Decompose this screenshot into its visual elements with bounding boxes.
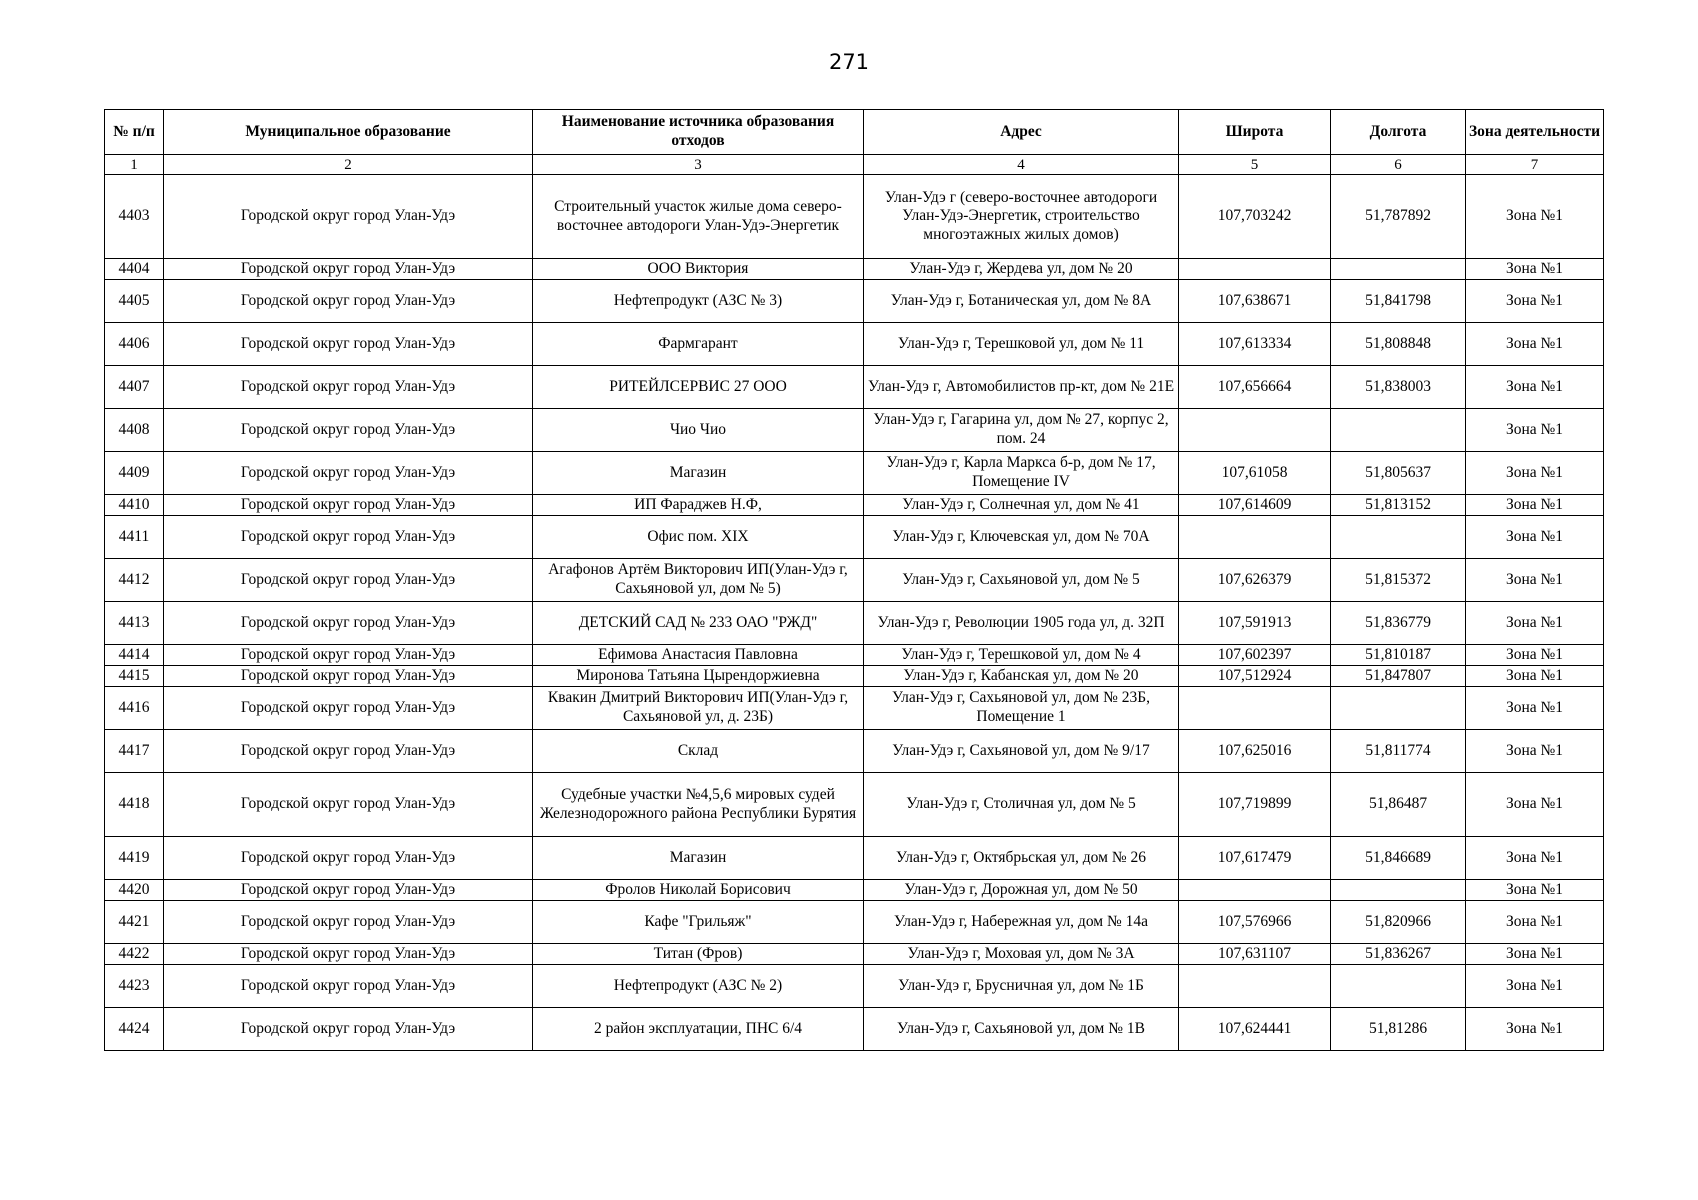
- cell-number: 4406: [105, 323, 164, 366]
- cell-latitude: 107,61058: [1179, 452, 1331, 495]
- cell-address: Улан-Удэ г, Революции 1905 года ул, д. 32П: [864, 602, 1179, 645]
- cell-municipality: Городской округ город Улан-Удэ: [164, 559, 533, 602]
- cell-longitude: 51,810187: [1331, 645, 1466, 666]
- cell-longitude: 51,805637: [1331, 452, 1466, 495]
- cell-latitude: 107,703242: [1179, 175, 1331, 259]
- cell-number: 4411: [105, 516, 164, 559]
- header-cell-source-name: Наименование источника образования отходов: [533, 110, 864, 155]
- table-row: [105, 409, 1604, 452]
- cell-address: Улан-Удэ г, Сахьяновой ул, дом № 1В: [864, 1008, 1179, 1051]
- table-row: [105, 259, 1604, 280]
- table-row: [105, 666, 1604, 687]
- cell-municipality: Городской округ город Улан-Удэ: [164, 687, 533, 730]
- cell-address: Улан-Удэ г, Сахьяновой ул, дом № 23Б, Помещение 1: [864, 687, 1179, 730]
- cell-municipality: Городской округ город Улан-Удэ: [164, 602, 533, 645]
- cell-source-name: 2 район эксплуатации, ПНС 6/4: [533, 1008, 864, 1051]
- cell-address: Улан-Удэ г, Брусничная ул, дом № 1Б: [864, 965, 1179, 1008]
- cell-source-name: Титан (Фров): [533, 944, 864, 965]
- cell-municipality: Городской округ город Улан-Удэ: [164, 259, 533, 280]
- cell-address: Улан-Удэ г, Ботаническая ул, дом № 8А: [864, 280, 1179, 323]
- cell-source-name: Склад: [533, 730, 864, 773]
- cell-number: 4419: [105, 837, 164, 880]
- cell-zone: Зона №1: [1466, 773, 1604, 837]
- cell-zone: Зона №1: [1466, 901, 1604, 944]
- cell-latitude: 107,626379: [1179, 559, 1331, 602]
- cell-latitude: [1179, 259, 1331, 280]
- cell-number: 4423: [105, 965, 164, 1008]
- cell-source-name: Квакин Дмитрий Викторович ИП(Улан-Удэ г, Сахьяновой ул, д. 23Б): [533, 687, 864, 730]
- cell-source-name: Нефтепродукт (АЗС № 3): [533, 280, 864, 323]
- cell-longitude: 51,811774: [1331, 730, 1466, 773]
- cell-address: Улан-Удэ г, Автомобилистов пр-кт, дом № 21Е: [864, 366, 1179, 409]
- cell-zone: Зона №1: [1466, 366, 1604, 409]
- cell-source-name: ДЕТСКИЙ САД № 233 ОАО "РЖД": [533, 602, 864, 645]
- table-row: [105, 901, 1604, 944]
- cell-address: Улан-Удэ г, Карла Маркса б-р, дом № 17, Помещение IV: [864, 452, 1179, 495]
- cell-address: Улан-Удэ г, Ключевская ул, дом № 70А: [864, 516, 1179, 559]
- cell-latitude: 107,617479: [1179, 837, 1331, 880]
- cell-address: Улан-Удэ г, Терешковой ул, дом № 4: [864, 645, 1179, 666]
- cell-municipality: Городской округ город Улан-Удэ: [164, 944, 533, 965]
- cell-municipality: Городской округ город Улан-Удэ: [164, 880, 533, 901]
- cell-longitude: 51,820966: [1331, 901, 1466, 944]
- cell-source-name: Фармгарант: [533, 323, 864, 366]
- cell-latitude: 107,656664: [1179, 366, 1331, 409]
- column-number: 4: [864, 155, 1179, 175]
- cell-zone: Зона №1: [1466, 1008, 1604, 1051]
- cell-number: 4420: [105, 880, 164, 901]
- cell-number: 4414: [105, 645, 164, 666]
- waste-sources-table: [104, 109, 1604, 1051]
- cell-zone: Зона №1: [1466, 944, 1604, 965]
- cell-address: Улан-Удэ г, Столичная ул, дом № 5: [864, 773, 1179, 837]
- cell-municipality: Городской округ город Улан-Удэ: [164, 773, 533, 837]
- table-row: [105, 730, 1604, 773]
- cell-number: 4405: [105, 280, 164, 323]
- cell-municipality: Городской округ город Улан-Удэ: [164, 730, 533, 773]
- table-row: [105, 944, 1604, 965]
- cell-longitude: 51,846689: [1331, 837, 1466, 880]
- cell-source-name: РИТЕЙЛСЕРВИС 27 ООО: [533, 366, 864, 409]
- cell-zone: Зона №1: [1466, 452, 1604, 495]
- cell-number: 4403: [105, 175, 164, 259]
- cell-number: 4409: [105, 452, 164, 495]
- column-number: 2: [164, 155, 533, 175]
- cell-address: Улан-Удэ г, Гагарина ул, дом № 27, корпус 2, пом. 24: [864, 409, 1179, 452]
- cell-source-name: Магазин: [533, 837, 864, 880]
- table-row: [105, 645, 1604, 666]
- cell-latitude: 107,614609: [1179, 495, 1331, 516]
- cell-latitude: [1179, 409, 1331, 452]
- cell-source-name: Агафонов Артём Викторович ИП(Улан-Удэ г, Сахьяновой ул, дом № 5): [533, 559, 864, 602]
- cell-longitude: [1331, 259, 1466, 280]
- cell-latitude: [1179, 516, 1331, 559]
- cell-source-name: Судебные участки №4,5,6 мировых судей Железнодорожного района Республики Бурятия: [533, 773, 864, 837]
- cell-longitude: [1331, 409, 1466, 452]
- cell-zone: Зона №1: [1466, 280, 1604, 323]
- cell-latitude: 107,624441: [1179, 1008, 1331, 1051]
- cell-longitude: 51,836267: [1331, 944, 1466, 965]
- cell-municipality: Городской округ город Улан-Удэ: [164, 965, 533, 1008]
- cell-latitude: 107,638671: [1179, 280, 1331, 323]
- cell-longitude: 51,81286: [1331, 1008, 1466, 1051]
- cell-source-name: Ефимова Анастасия Павловна: [533, 645, 864, 666]
- cell-latitude: 107,719899: [1179, 773, 1331, 837]
- cell-zone: Зона №1: [1466, 837, 1604, 880]
- cell-zone: Зона №1: [1466, 516, 1604, 559]
- table-row: [105, 366, 1604, 409]
- table-row: [105, 516, 1604, 559]
- cell-number: 4407: [105, 366, 164, 409]
- cell-municipality: Городской округ город Улан-Удэ: [164, 175, 533, 259]
- cell-latitude: 107,625016: [1179, 730, 1331, 773]
- cell-address: Улан-Удэ г, Кабанская ул, дом № 20: [864, 666, 1179, 687]
- cell-longitude: 51,841798: [1331, 280, 1466, 323]
- cell-latitude: 107,512924: [1179, 666, 1331, 687]
- cell-number: 4424: [105, 1008, 164, 1051]
- cell-municipality: Городской округ город Улан-Удэ: [164, 837, 533, 880]
- cell-latitude: 107,613334: [1179, 323, 1331, 366]
- cell-number: 4417: [105, 730, 164, 773]
- cell-zone: Зона №1: [1466, 666, 1604, 687]
- cell-address: Улан-Удэ г, Моховая ул, дом № 3А: [864, 944, 1179, 965]
- cell-longitude: 51,838003: [1331, 366, 1466, 409]
- column-number: 6: [1331, 155, 1466, 175]
- cell-number: 4416: [105, 687, 164, 730]
- cell-municipality: Городской округ город Улан-Удэ: [164, 452, 533, 495]
- cell-longitude: [1331, 687, 1466, 730]
- cell-source-name: Нефтепродукт (АЗС № 2): [533, 965, 864, 1008]
- cell-longitude: [1331, 880, 1466, 901]
- table-row: [105, 602, 1604, 645]
- cell-source-name: Строительный участок жилые дома северо-восточнее автодороги Улан-Удэ-Энергетик: [533, 175, 864, 259]
- cell-municipality: Городской округ город Улан-Удэ: [164, 323, 533, 366]
- cell-source-name: ООО Виктория: [533, 259, 864, 280]
- cell-source-name: ИП Фараджев Н.Ф,: [533, 495, 864, 516]
- column-number-row: [105, 155, 1604, 175]
- table-row: [105, 773, 1604, 837]
- cell-address: Улан-Удэ г, Солнечная ул, дом № 41: [864, 495, 1179, 516]
- cell-longitude: 51,787892: [1331, 175, 1466, 259]
- table-row: [105, 687, 1604, 730]
- cell-zone: Зона №1: [1466, 409, 1604, 452]
- table-row: [105, 495, 1604, 516]
- cell-address: Улан-Удэ г, Жердева ул, дом № 20: [864, 259, 1179, 280]
- cell-municipality: Городской округ город Улан-Удэ: [164, 645, 533, 666]
- cell-zone: Зона №1: [1466, 602, 1604, 645]
- cell-latitude: 107,602397: [1179, 645, 1331, 666]
- cell-zone: Зона №1: [1466, 559, 1604, 602]
- cell-number: 4408: [105, 409, 164, 452]
- cell-longitude: 51,847807: [1331, 666, 1466, 687]
- table-row: [105, 837, 1604, 880]
- cell-zone: Зона №1: [1466, 645, 1604, 666]
- header-cell-latitude: Широта: [1179, 110, 1331, 155]
- cell-address: Улан-Удэ г, Терешковой ул, дом № 11: [864, 323, 1179, 366]
- cell-number: 4410: [105, 495, 164, 516]
- cell-longitude: 51,813152: [1331, 495, 1466, 516]
- cell-number: 4418: [105, 773, 164, 837]
- cell-municipality: Городской округ город Улан-Удэ: [164, 516, 533, 559]
- cell-latitude: 107,591913: [1179, 602, 1331, 645]
- cell-address: Улан-Удэ г, Набережная ул, дом № 14а: [864, 901, 1179, 944]
- cell-latitude: [1179, 965, 1331, 1008]
- cell-number: 4421: [105, 901, 164, 944]
- table-row: [105, 559, 1604, 602]
- cell-longitude: 51,815372: [1331, 559, 1466, 602]
- cell-source-name: Офис пом. XIX: [533, 516, 864, 559]
- cell-longitude: 51,836779: [1331, 602, 1466, 645]
- cell-source-name: Миронова Татьяна Цырендоржиевна: [533, 666, 864, 687]
- cell-address: Улан-Удэ г, Сахьяновой ул, дом № 5: [864, 559, 1179, 602]
- header-cell-address: Адрес: [864, 110, 1179, 155]
- cell-longitude: [1331, 516, 1466, 559]
- cell-zone: Зона №1: [1466, 175, 1604, 259]
- cell-number: 4415: [105, 666, 164, 687]
- table-row: [105, 175, 1604, 259]
- cell-longitude: 51,808848: [1331, 323, 1466, 366]
- cell-municipality: Городской округ город Улан-Удэ: [164, 495, 533, 516]
- cell-latitude: 107,631107: [1179, 944, 1331, 965]
- cell-municipality: Городской округ город Улан-Удэ: [164, 666, 533, 687]
- cell-number: 4412: [105, 559, 164, 602]
- cell-zone: Зона №1: [1466, 687, 1604, 730]
- cell-source-name: Кафе "Грильяж": [533, 901, 864, 944]
- cell-address: Улан-Удэ г, Октябрьская ул, дом № 26: [864, 837, 1179, 880]
- cell-zone: Зона №1: [1466, 323, 1604, 366]
- cell-latitude: [1179, 880, 1331, 901]
- cell-municipality: Городской округ город Улан-Удэ: [164, 901, 533, 944]
- cell-number: 4422: [105, 944, 164, 965]
- header-cell-zone: Зона деятельности: [1466, 110, 1604, 155]
- table-row: [105, 965, 1604, 1008]
- table-row: [105, 1008, 1604, 1051]
- column-number: 5: [1179, 155, 1331, 175]
- header-row: [105, 110, 1604, 155]
- header-cell-longitude: Долгота: [1331, 110, 1466, 155]
- cell-latitude: 107,576966: [1179, 901, 1331, 944]
- cell-address: Улан-Удэ г, Дорожная ул, дом № 50: [864, 880, 1179, 901]
- cell-number: 4413: [105, 602, 164, 645]
- cell-municipality: Городской округ город Улан-Удэ: [164, 280, 533, 323]
- cell-source-name: Чио Чио: [533, 409, 864, 452]
- table-row: [105, 323, 1604, 366]
- cell-zone: Зона №1: [1466, 259, 1604, 280]
- header-cell-municipality: Муниципальное образование: [164, 110, 533, 155]
- column-number: 3: [533, 155, 864, 175]
- cell-address: Улан-Удэ г, Сахьяновой ул, дом № 9/17: [864, 730, 1179, 773]
- cell-longitude: [1331, 965, 1466, 1008]
- cell-zone: Зона №1: [1466, 730, 1604, 773]
- cell-municipality: Городской округ город Улан-Удэ: [164, 1008, 533, 1051]
- table-row: [105, 880, 1604, 901]
- column-number: 7: [1466, 155, 1604, 175]
- cell-municipality: Городской округ город Улан-Удэ: [164, 366, 533, 409]
- cell-longitude: 51,86487: [1331, 773, 1466, 837]
- cell-zone: Зона №1: [1466, 495, 1604, 516]
- cell-number: 4404: [105, 259, 164, 280]
- cell-latitude: [1179, 687, 1331, 730]
- table-row: [105, 452, 1604, 495]
- cell-source-name: Магазин: [533, 452, 864, 495]
- column-number: 1: [105, 155, 164, 175]
- cell-zone: Зона №1: [1466, 880, 1604, 901]
- cell-zone: Зона №1: [1466, 965, 1604, 1008]
- cell-municipality: Городской округ город Улан-Удэ: [164, 409, 533, 452]
- page-number: 271: [828, 50, 870, 74]
- cell-address: Улан-Удэ г (северо-восточнее автодороги Улан-Удэ-Энергетик, строительство многоэтажных жилых домов): [864, 175, 1179, 259]
- header-cell-number: № п/п: [105, 110, 164, 155]
- cell-source-name: Фролов Николай Борисович: [533, 880, 864, 901]
- table-row: [105, 280, 1604, 323]
